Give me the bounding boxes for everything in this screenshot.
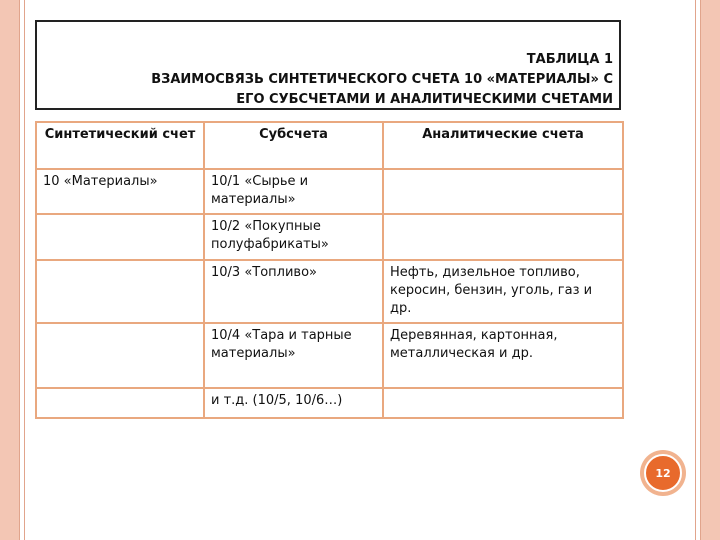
accounts-table: [35, 121, 624, 419]
table-row: [36, 169, 623, 214]
table-cell: и т.д. (10/5, 10/6…): [204, 388, 383, 418]
table-cell: Нефть, дизельное топливо, керосин, бензин, уголь, газ и др.: [383, 260, 623, 323]
table-cell: Деревянная, картонная, металлическая и др.: [383, 323, 623, 388]
right-decor-line: [700, 0, 701, 540]
table-cell: [36, 388, 204, 418]
title-line-3: ЕГО СУБСЧЕТАМИ И АНАЛИТИЧЕСКИМИ СЧЕТАМИ: [236, 92, 613, 107]
header-analytic-accounts: Аналитические счета: [383, 122, 623, 169]
left-decor-band: [0, 0, 19, 540]
title-line-1: ТАБЛИЦА 1: [526, 52, 613, 67]
header-subaccounts: Субсчета: [204, 122, 383, 169]
page-number: 12: [644, 454, 682, 492]
title-line-2: ВЗАИМОСВЯЗЬ СИНТЕТИЧЕСКОГО СЧЕТА 10 «МАТЕРИАЛЫ» С: [151, 72, 613, 87]
table-row: [36, 260, 623, 323]
table-row: [36, 323, 623, 388]
table-row: [36, 388, 623, 418]
table-cell: 10/2 «Покупные полуфабрикаты»: [204, 214, 383, 260]
table-cell: [383, 388, 623, 418]
left-decor-line: [24, 0, 25, 540]
left-decor-line: [19, 0, 20, 540]
table-cell: [383, 214, 623, 260]
table-cell: 10 «Материалы»: [36, 169, 204, 214]
table-cell: [383, 169, 623, 214]
table-cell: [36, 260, 204, 323]
right-decor-line: [695, 0, 696, 540]
table-cell: [36, 323, 204, 388]
table-cell: 10/1 «Сырье и материалы»: [204, 169, 383, 214]
table-header-row: [36, 122, 623, 169]
header-synthetic-account: Синтетический счет: [36, 122, 204, 169]
table-cell: 10/4 «Тара и тарные материалы»: [204, 323, 383, 388]
right-decor-band: [701, 0, 720, 540]
slide-title-box: [35, 20, 621, 110]
table-cell: 10/3 «Топливо»: [204, 260, 383, 323]
page-number-badge: [640, 450, 686, 496]
table-cell: [36, 214, 204, 260]
table-row: [36, 214, 623, 260]
